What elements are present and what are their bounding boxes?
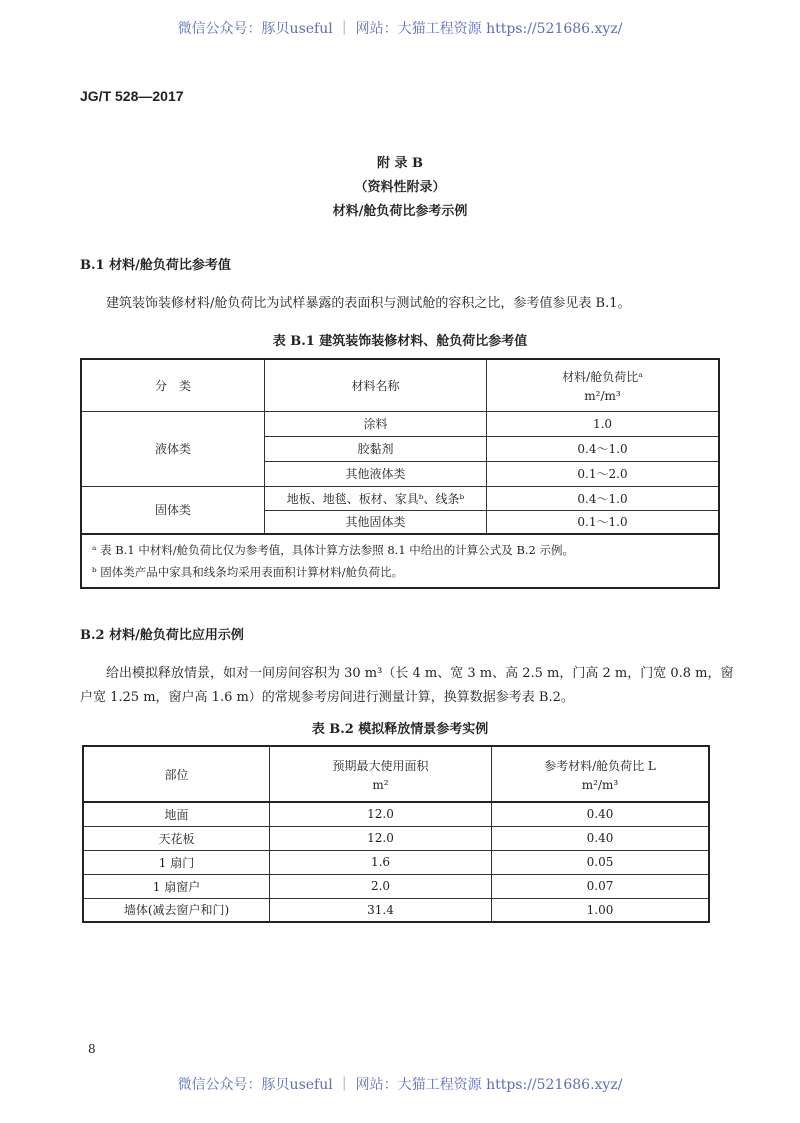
watermark-bottom: 微信公众号：豚贝useful ｜ 网站：大猫工程资源 https://521686.xyz/ bbox=[177, 1077, 623, 1093]
table-row bbox=[83, 802, 709, 826]
ratio-cell: 0.40 bbox=[492, 802, 710, 826]
category-cell: 固体类 bbox=[81, 486, 265, 534]
header-area-unit: m² bbox=[372, 777, 389, 792]
ratio-cell: 0.05 bbox=[492, 850, 710, 874]
table-b1 bbox=[80, 358, 720, 589]
table-b2 bbox=[82, 745, 710, 923]
header-material: 材料名称 bbox=[265, 359, 487, 411]
header-ratio-label: 参考材料/舱负荷比 L bbox=[544, 758, 656, 773]
ratio-cell: 0.4～1.0 bbox=[487, 436, 720, 461]
ratio-cell: 0.4～1.0 bbox=[487, 486, 720, 510]
appendix-title: 附 录 B bbox=[376, 156, 424, 171]
table-row bbox=[83, 850, 709, 874]
category-cell: 液体类 bbox=[81, 411, 265, 486]
area-cell: 12.0 bbox=[270, 826, 492, 850]
location-cell: 墙体(减去窗户和门) bbox=[83, 898, 270, 922]
section-b2-paragraph-line2: 户宽 1.25 m，窗户高 1.6 m）的常规参考房间进行测量计算，换算数据参考表 B.2。 bbox=[80, 690, 574, 705]
ratio-cell: 0.40 bbox=[492, 826, 710, 850]
table-header-row bbox=[83, 746, 709, 802]
header-ratio-unit: m²/m³ bbox=[581, 777, 619, 792]
ratio-cell: 0.1～1.0 bbox=[487, 510, 720, 534]
location-cell: 1 扇窗户 bbox=[83, 874, 270, 898]
section-b2-heading: B.2 材料/舱负荷比应用示例 bbox=[80, 628, 244, 643]
material-cell: 涂料 bbox=[265, 411, 487, 436]
page-number: 8 bbox=[88, 1042, 96, 1056]
header-ratio bbox=[492, 746, 710, 802]
material-cell: 其他固体类 bbox=[265, 510, 487, 534]
footnote-a: ᵃ 表 B.1 中材料/舱负荷比仅为参考值，具体计算方法参照 8.1 中给出的计算公式及 B.2 示例。 bbox=[92, 543, 575, 557]
location-cell: 天花板 bbox=[83, 826, 270, 850]
header-area-label: 预期最大使用面积 bbox=[332, 758, 429, 773]
header-ratio-unit: m²/m³ bbox=[584, 388, 621, 403]
material-cell: 胶黏剂 bbox=[265, 436, 487, 461]
table-row bbox=[83, 826, 709, 850]
header-category: 分 类 bbox=[81, 359, 265, 411]
footnote-row bbox=[81, 534, 719, 588]
header-area bbox=[270, 746, 492, 802]
header-ratio-label: 材料/舱负荷比ᵃ bbox=[562, 369, 643, 384]
table-row bbox=[83, 898, 709, 922]
material-cell: 其他液体类 bbox=[265, 461, 487, 486]
footnotes bbox=[81, 534, 719, 588]
table-b2-title: 表 B.2 模拟释放情景参考实例 bbox=[311, 722, 489, 737]
standard-number: JG/T 528—2017 bbox=[80, 88, 184, 104]
section-b1-paragraph: 建筑装饰装修材料/舱负荷比为试样暴露的表面积与测试舱的容积之比，参考值参见表 B.1。 bbox=[106, 296, 631, 311]
area-cell: 1.6 bbox=[270, 850, 492, 874]
location-cell: 1 扇门 bbox=[83, 850, 270, 874]
watermark-top: 微信公众号：豚贝useful ｜ 网站：大猫工程资源 https://521686.xyz/ bbox=[177, 21, 623, 37]
table-header-row bbox=[81, 359, 719, 411]
area-cell: 2.0 bbox=[270, 874, 492, 898]
ratio-cell: 1.0 bbox=[487, 411, 720, 436]
ratio-cell: 1.00 bbox=[492, 898, 710, 922]
appendix-type: （资料性附录） bbox=[354, 180, 446, 195]
area-cell: 12.0 bbox=[270, 802, 492, 826]
section-b2-paragraph-line1: 给出模拟释放情景，如对一间房间容积为 30 m³（长 4 m、宽 3 m、高 2.5 m，门高 2 m，门宽 0.8 m，窗 bbox=[106, 666, 734, 681]
table-row bbox=[81, 411, 719, 436]
header-ratio bbox=[487, 359, 720, 411]
ratio-cell: 0.07 bbox=[492, 874, 710, 898]
header-location: 部位 bbox=[83, 746, 270, 802]
ratio-cell: 0.1～2.0 bbox=[487, 461, 720, 486]
material-cell: 地板、地毯、板材、家具ᵇ、线条ᵇ bbox=[265, 486, 487, 510]
table-row bbox=[83, 874, 709, 898]
table-row bbox=[81, 486, 719, 510]
table-b1-title: 表 B.1 建筑装饰装修材料、舱负荷比参考值 bbox=[272, 334, 528, 349]
footnote-b: ᵇ 固体类产品中家具和线条均采用表面积计算材料/舱负荷比。 bbox=[92, 565, 404, 579]
appendix-subtitle: 材料/舱负荷比参考示例 bbox=[332, 204, 468, 219]
location-cell: 地面 bbox=[83, 802, 270, 826]
section-b1-heading: B.1 材料/舱负荷比参考值 bbox=[80, 258, 231, 273]
area-cell: 31.4 bbox=[270, 898, 492, 922]
